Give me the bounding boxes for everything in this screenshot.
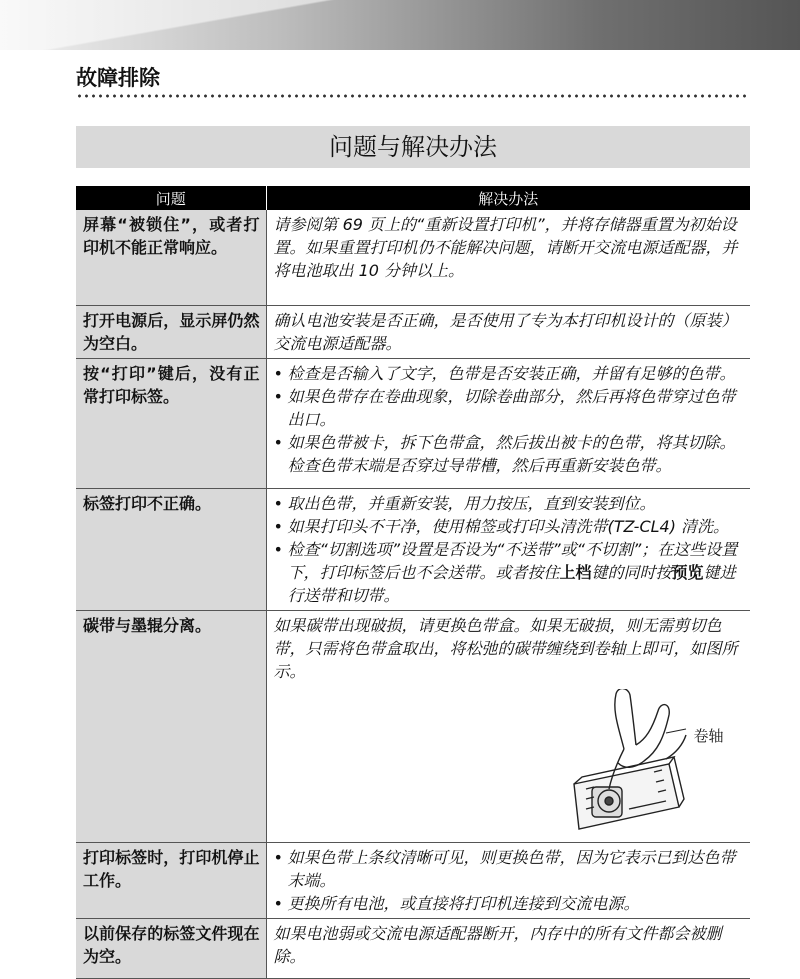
- solution-bullet: • 如果色带存在卷曲现象，切除卷曲部分，然后再将色带穿过色带出口。: [274, 385, 745, 431]
- solution-cell: [266, 842, 750, 918]
- solution-cell: [266, 610, 750, 842]
- solution-bullet-list: [274, 492, 745, 607]
- bullet-text: 键进行送带和切带。: [287, 562, 736, 605]
- solution-bullet-list: [274, 846, 745, 915]
- table-header-row: [76, 186, 750, 210]
- problem-cell: 屏幕“被锁住”，或者打印机不能正常响应。: [76, 210, 266, 305]
- bullet-text: 检查“切割选项”设置是否设为“不送带”或“不切割”；在这些设置下，打印标签后也不会送带。或者按住: [287, 539, 738, 582]
- troubleshooting-table: [76, 186, 750, 979]
- solution-cell: 确认电池安装是否正确，是否使用了专为本打印机设计的（原装）交流电源适配器。: [266, 305, 750, 358]
- table-row: [76, 918, 750, 978]
- table-row: [76, 842, 750, 918]
- table-row: [76, 358, 750, 488]
- banner-title: 问题与解决办法: [76, 126, 750, 168]
- ribbon-reel-figure: [274, 689, 744, 839]
- solution-bullet: [274, 538, 745, 607]
- problem-cell: 打印标签时，打印机停止工作。: [76, 842, 266, 918]
- dotted-divider: [76, 94, 750, 98]
- section-title: 故障排除: [76, 66, 160, 90]
- solution-bullet: • 检查是否输入了文字，色带是否安装正确，并留有足够的色带。: [274, 362, 745, 385]
- reel-label: 卷轴: [693, 726, 724, 745]
- solution-cell: 请参阅第 69 页上的“重新设置打印机”，并将存储器重置为初始设置。如果重置打印机仍不能解决问题，请断开交流电源适配器，并将电池取出 10 分钟以上。: [266, 210, 750, 305]
- problem-cell: 以前保存的标签文件现在为空。: [76, 918, 266, 978]
- problem-cell: 碳带与墨辊分离。: [76, 610, 266, 842]
- shift-key-name: 上档: [559, 562, 592, 582]
- solution-bullet: • 如果色带上条纹清晰可见，则更换色带，因为它表示已到达色带末端。: [274, 846, 745, 892]
- problem-cell: 打开电源后，显示屏仍然为空白。: [76, 305, 266, 358]
- problem-cell: 标签打印不正确。: [76, 488, 266, 610]
- table-row: [76, 488, 750, 610]
- preview-key-name: 预览: [671, 562, 704, 582]
- solution-bullet-list: [274, 362, 745, 477]
- table-row: [76, 305, 750, 358]
- bullet-text: 键的同时按: [591, 562, 672, 582]
- solution-bullet: • 如果打印头不干净，使用棉签或打印头清洗带(TZ-CL4) 清洗。: [274, 515, 745, 538]
- solution-text: 如果碳带出现破损，请更换色带盒。如果无破损，则无需剪切色带，只需将色带盒取出，将松弛的碳带缠绕到卷轴上即可，如图所示。: [273, 615, 738, 681]
- problem-cell: 按“打印”键后，没有正常打印标签。: [76, 358, 266, 488]
- solution-bullet: • 更换所有电池，或直接将打印机连接到交流电源。: [274, 892, 745, 915]
- solution-cell: 如果电池弱或交流电源适配器断开，内存中的所有文件都会被删除。: [266, 918, 750, 978]
- solution-bullet: • 取出色带，并重新安装，用力按压，直到安装到位。: [274, 492, 745, 515]
- column-header-solution: 解决办法: [266, 186, 750, 210]
- table-row: [76, 210, 750, 305]
- table-row: [76, 610, 750, 842]
- solution-bullet: • 如果色带被卡，拆下色带盒，然后拔出被卡的色带，将其切除。检查色带末端是否穿过导带槽，然后再重新安装色带。: [274, 431, 745, 477]
- tape-cassette-illustration: [274, 689, 744, 839]
- column-header-problem: 问题: [76, 186, 266, 210]
- solution-cell: [266, 358, 750, 488]
- header-gradient-band: [0, 0, 800, 50]
- solution-cell: [266, 488, 750, 610]
